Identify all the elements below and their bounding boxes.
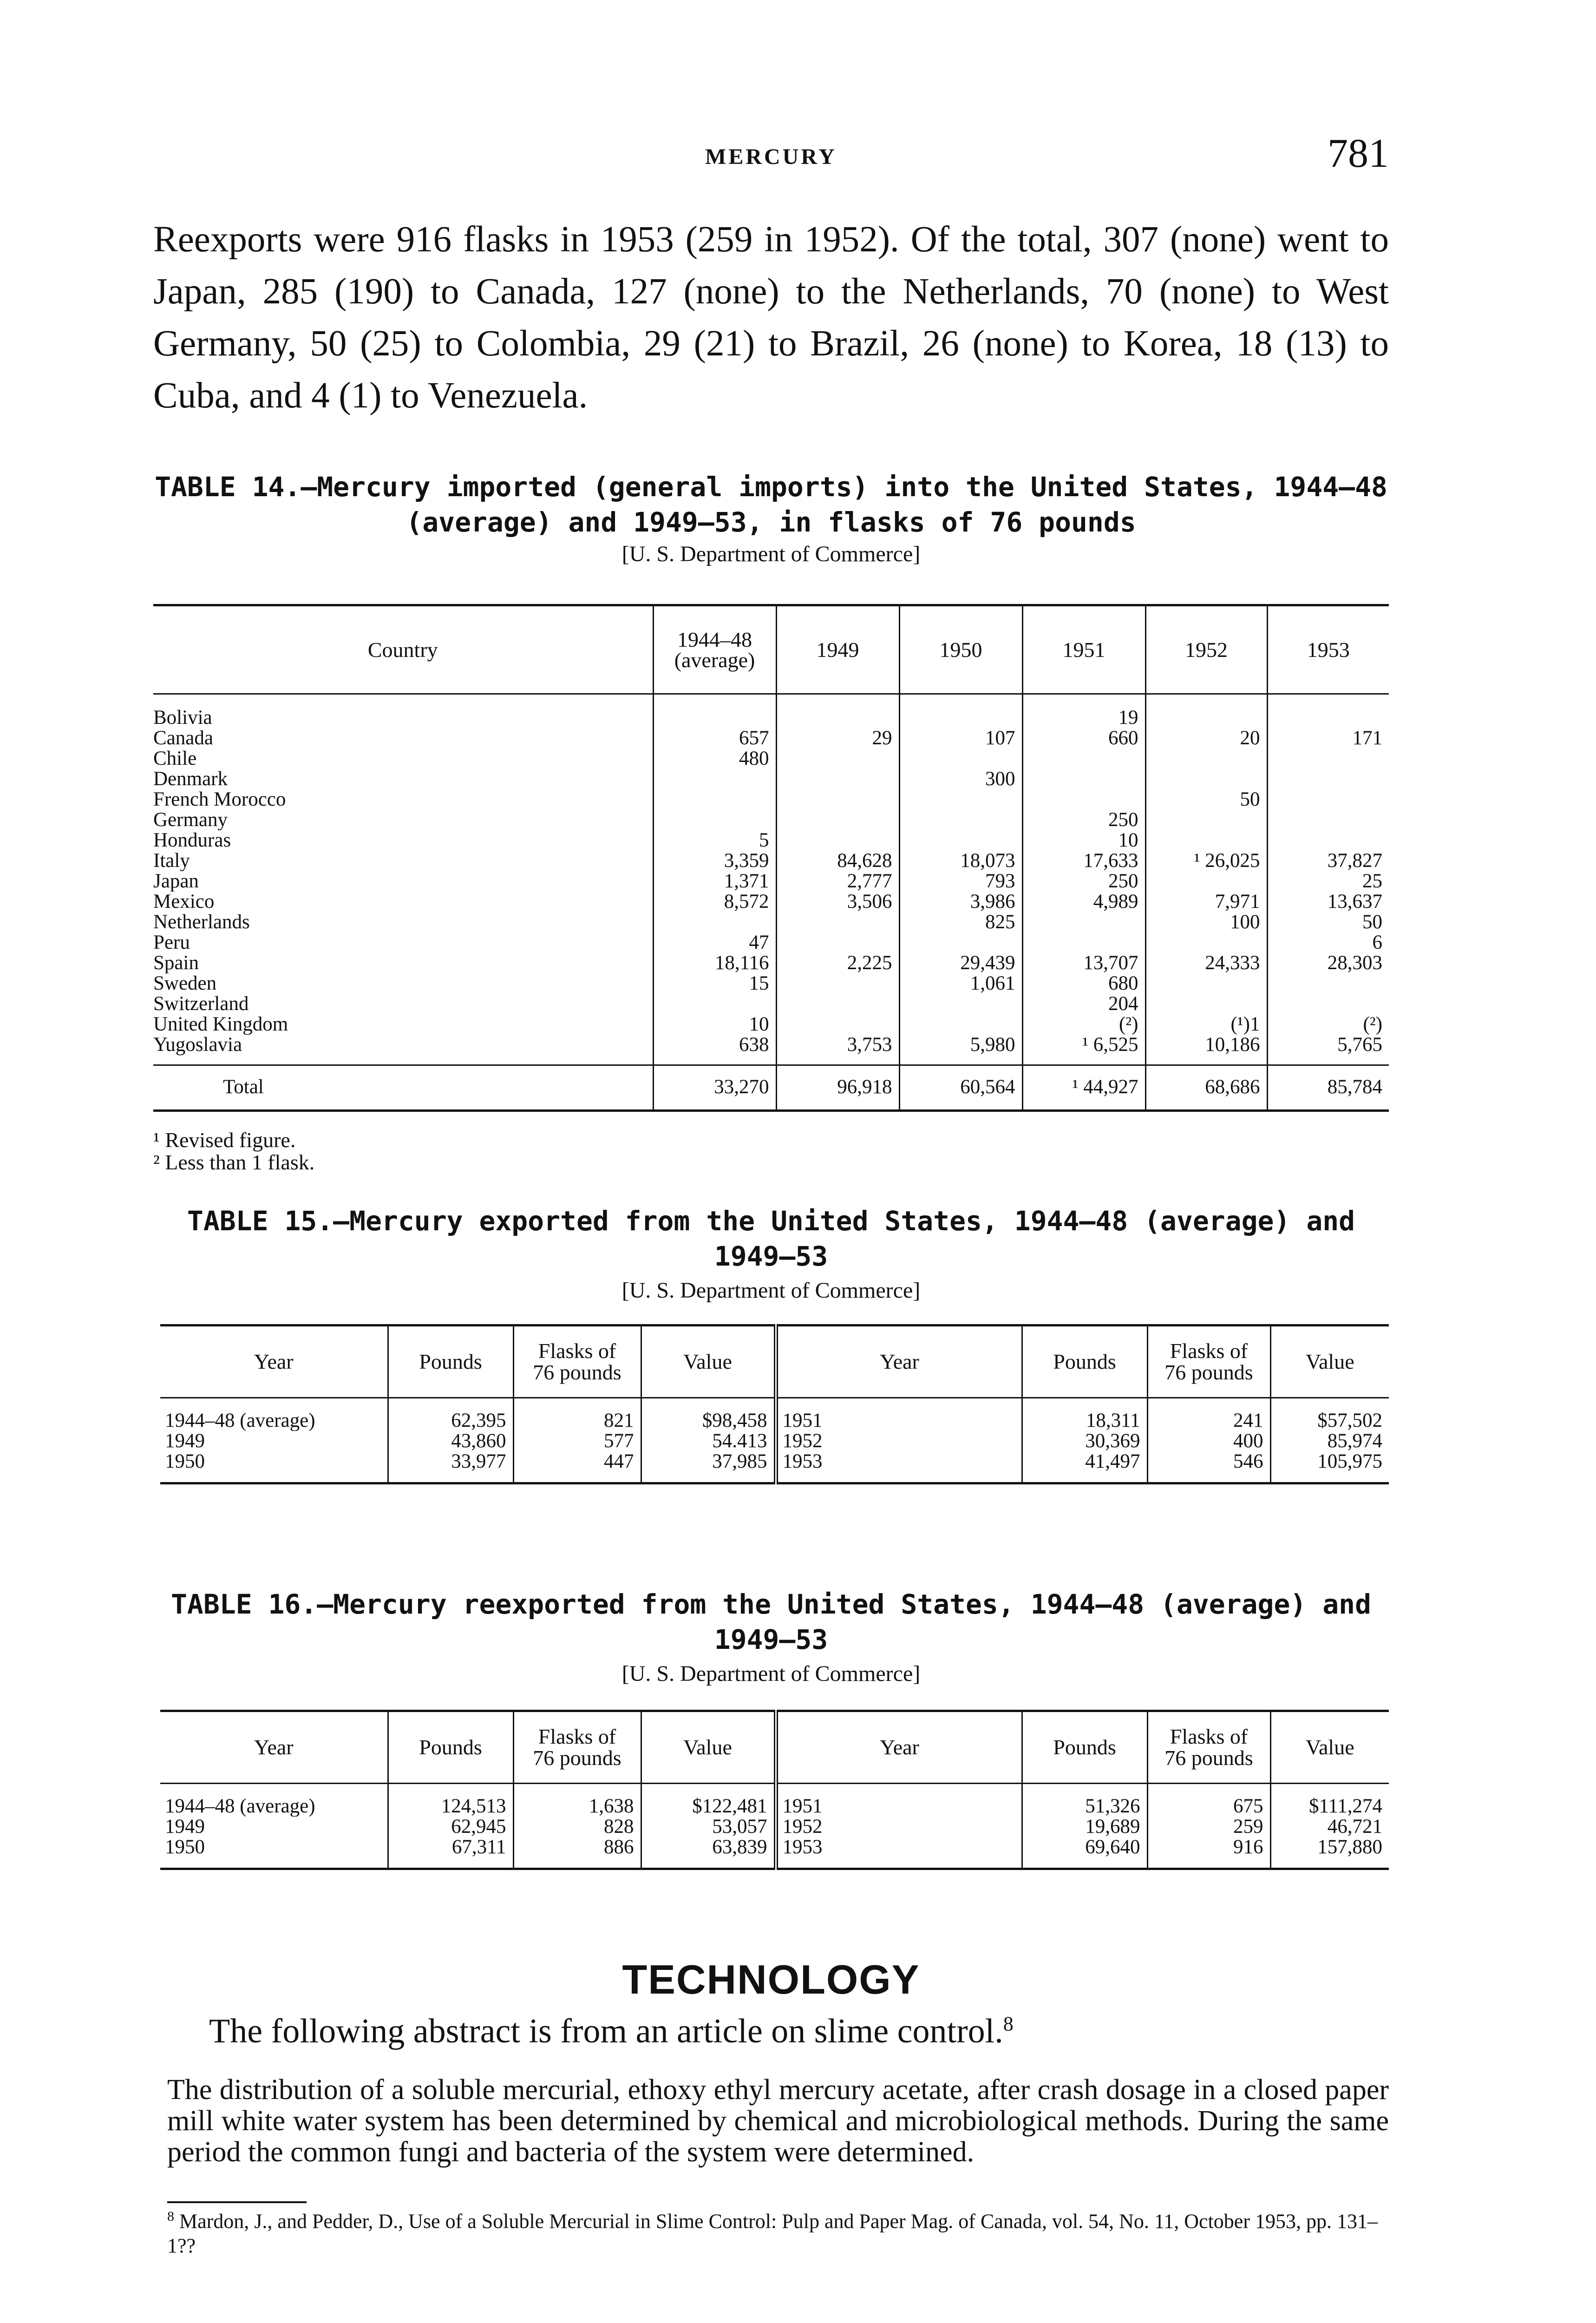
table-cell: 10,186 bbox=[1145, 1035, 1267, 1065]
table-cell: 50 bbox=[1145, 789, 1267, 810]
table-cell: 3,359 bbox=[653, 851, 776, 871]
table-cell: 67,311 bbox=[388, 1837, 513, 1869]
country-name: French Morocco bbox=[153, 789, 286, 810]
table-cell: 1,638 bbox=[513, 1784, 641, 1817]
table-cell bbox=[1267, 789, 1389, 810]
column-header-value: Value bbox=[1270, 1711, 1389, 1784]
table-cell: 29,439 bbox=[899, 953, 1022, 973]
table-cell bbox=[1267, 994, 1389, 1014]
table-row bbox=[153, 1014, 1389, 1035]
table-cell: 638 bbox=[653, 1035, 776, 1065]
total-cell: 85,784 bbox=[1267, 1065, 1389, 1111]
table-cell: 204 bbox=[1022, 994, 1145, 1014]
table-cell: $57,502 bbox=[1270, 1398, 1389, 1431]
table16-source: [U. S. Department of Commerce] bbox=[621, 1661, 921, 1686]
country-name: Germany bbox=[153, 810, 228, 830]
table-cell: 2,225 bbox=[776, 953, 899, 973]
column-header-year: Year bbox=[160, 1326, 388, 1398]
table-cell bbox=[776, 769, 899, 789]
table-cell bbox=[1267, 830, 1389, 851]
table-cell: 660 bbox=[1022, 728, 1145, 748]
country-name: Yugoslavia bbox=[153, 1035, 242, 1056]
table-row bbox=[153, 810, 1389, 830]
column-header-1952: 1952 bbox=[1145, 605, 1267, 694]
table-cell: 105,975 bbox=[1270, 1451, 1389, 1483]
table-cell bbox=[1145, 871, 1267, 892]
table-cell: 793 bbox=[899, 871, 1022, 892]
table-cell: 1,061 bbox=[899, 973, 1022, 994]
table-cell bbox=[899, 789, 1022, 810]
table-cell: 300 bbox=[899, 769, 1022, 789]
table-cell: 62,395 bbox=[388, 1398, 513, 1431]
table-cell: 20 bbox=[1145, 728, 1267, 748]
column-header-flasks-line2: 76 pounds bbox=[1164, 1360, 1253, 1384]
total-cell: 33,270 bbox=[653, 1065, 776, 1111]
column-header-flasks-line2: 76 pounds bbox=[1164, 1746, 1253, 1770]
year-cell: 1944–48 (average) bbox=[165, 1795, 315, 1817]
table-cell: 886 bbox=[513, 1837, 641, 1869]
table15-caption-line2: 1949–53 bbox=[714, 1240, 828, 1272]
table-cell: 657 bbox=[653, 728, 776, 748]
table-cell bbox=[776, 694, 899, 728]
table-row bbox=[153, 789, 1389, 810]
table-cell: ¹ 26,025 bbox=[1145, 851, 1267, 871]
year-cell: 1952 bbox=[776, 1817, 1022, 1837]
table-cell: 28,303 bbox=[1267, 953, 1389, 973]
table-cell bbox=[1145, 973, 1267, 994]
table-cell bbox=[1022, 789, 1145, 810]
table-cell: 250 bbox=[1022, 810, 1145, 830]
table-cell: 5,980 bbox=[899, 1035, 1022, 1065]
year-cell: 1949 bbox=[165, 1817, 205, 1837]
year-cell: 1953 bbox=[776, 1837, 1022, 1869]
table14-footnotes bbox=[153, 1129, 314, 1174]
table-cell: 828 bbox=[513, 1817, 641, 1837]
table-cell: 825 bbox=[899, 912, 1022, 932]
table-cell: 821 bbox=[513, 1398, 641, 1431]
table-row bbox=[160, 1451, 1389, 1483]
total-cell: 68,686 bbox=[1145, 1065, 1267, 1111]
table-cell bbox=[1022, 932, 1145, 953]
table-cell: 100 bbox=[1145, 912, 1267, 932]
table-row bbox=[153, 1035, 1389, 1065]
table-cell bbox=[1267, 769, 1389, 789]
page-header bbox=[153, 131, 1389, 195]
table-cell: 33,977 bbox=[388, 1451, 513, 1483]
column-header-flasks bbox=[1147, 1711, 1270, 1784]
year-cell: 1951 bbox=[776, 1784, 1022, 1817]
year-cell: 1944–48 (average) bbox=[165, 1410, 315, 1431]
table-row bbox=[160, 1784, 1389, 1817]
table14-caption bbox=[153, 469, 1389, 540]
country-name: Netherlands bbox=[153, 912, 250, 932]
column-header-flasks-line1: Flasks of bbox=[1170, 1725, 1248, 1748]
table-cell: 447 bbox=[513, 1451, 641, 1483]
country-name: Sweden bbox=[153, 973, 217, 994]
table-cell bbox=[653, 912, 776, 932]
running-head: MERCURY bbox=[705, 144, 837, 169]
table-cell: 10 bbox=[653, 1014, 776, 1035]
column-header-1944-48 bbox=[653, 605, 776, 694]
table16-caption bbox=[153, 1587, 1389, 1657]
country-name: Honduras bbox=[153, 830, 231, 851]
table-cell: $98,458 bbox=[641, 1398, 776, 1431]
country-name: Spain bbox=[153, 953, 199, 973]
table-cell: (²) bbox=[1022, 1014, 1145, 1035]
column-header-1944-48-line1: 1944–48 bbox=[677, 627, 752, 651]
table-cell: (¹)1 bbox=[1145, 1014, 1267, 1035]
column-header-flasks-line1: Flasks of bbox=[538, 1339, 616, 1363]
column-header-1949: 1949 bbox=[776, 605, 899, 694]
table-cell: 171 bbox=[1267, 728, 1389, 748]
table-cell bbox=[1145, 830, 1267, 851]
table-cell: 4,989 bbox=[1022, 892, 1145, 912]
column-header-1944-48-line2: (average) bbox=[674, 648, 755, 672]
country-name: Italy bbox=[153, 851, 190, 871]
table-cell bbox=[899, 748, 1022, 769]
table-cell: $122,481 bbox=[641, 1784, 776, 1817]
footnote-rule bbox=[167, 2201, 307, 2203]
table-row bbox=[160, 1817, 1389, 1837]
table-cell bbox=[899, 810, 1022, 830]
section-heading-technology: TECHNOLOGY bbox=[622, 1956, 920, 2002]
table-cell: 157,880 bbox=[1270, 1837, 1389, 1869]
table-cell: 5,765 bbox=[1267, 1035, 1389, 1065]
table-cell bbox=[899, 694, 1022, 728]
total-cell: 60,564 bbox=[899, 1065, 1022, 1111]
table-cell: 3,753 bbox=[776, 1035, 899, 1065]
footnote-less-than-flask: ² Less than 1 flask. bbox=[153, 1150, 315, 1174]
country-name: United Kingdom bbox=[153, 1014, 288, 1035]
column-header-pounds: Pounds bbox=[388, 1326, 513, 1398]
table-cell: 25 bbox=[1267, 871, 1389, 892]
table-cell: 37,985 bbox=[641, 1451, 776, 1483]
table-cell: 6 bbox=[1267, 932, 1389, 953]
total-cell: ¹ 44,927 bbox=[1022, 1065, 1145, 1111]
abstract-intro-text: The following abstract is from an article on slime control. bbox=[209, 2012, 1003, 2050]
table-cell: 13,707 bbox=[1022, 953, 1145, 973]
table-cell: 7,971 bbox=[1145, 892, 1267, 912]
country-name: Canada bbox=[153, 728, 213, 748]
table-row bbox=[160, 1398, 1389, 1431]
table-cell bbox=[776, 789, 899, 810]
table-cell bbox=[899, 830, 1022, 851]
table-cell: 30,369 bbox=[1022, 1431, 1147, 1451]
table-cell bbox=[1145, 769, 1267, 789]
country-name: Japan bbox=[153, 871, 199, 892]
table15-caption bbox=[153, 1203, 1389, 1274]
table-cell: 29 bbox=[776, 728, 899, 748]
table-row bbox=[153, 892, 1389, 912]
column-header-1953: 1953 bbox=[1267, 605, 1389, 694]
footnote-reference: 8 bbox=[1003, 2012, 1014, 2035]
column-header-country: Country bbox=[153, 605, 653, 694]
footnote-8-text: Mardon, J., and Pedder, D., Use of a Soluble Mercurial in Slime Control: Pulp and Paper Mag. of Canada, vol. 54, No. 11, October 1953, pp. 131–1?? bbox=[167, 2210, 1378, 2257]
table-cell: 916 bbox=[1147, 1837, 1270, 1869]
table14-caption-line2: (average) and 1949–53, in flasks of 76 pounds bbox=[406, 506, 1136, 538]
year-cell: 1950 bbox=[165, 1451, 205, 1472]
table16-caption-line1: TABLE 16.—Mercury reexported from the United States, 1944–48 (average) and bbox=[170, 1588, 1371, 1620]
table-cell bbox=[776, 748, 899, 769]
column-header-value: Value bbox=[641, 1326, 776, 1398]
table15-mercury-exports bbox=[160, 1324, 1389, 1484]
abstract-intro bbox=[209, 2012, 1389, 2051]
column-header-flasks-line1: Flasks of bbox=[538, 1725, 616, 1748]
table-cell bbox=[1145, 994, 1267, 1014]
total-cell: 96,918 bbox=[776, 1065, 899, 1111]
table-cell bbox=[776, 994, 899, 1014]
table-cell bbox=[1145, 748, 1267, 769]
intro-paragraph: Reexports were 916 flasks in 1953 (259 in 1952). Of the total, 307 (none) went to Japan, 285 (190) to Canada, 127 (none) to the Netherlands, 70 (none) to West Germany, 50 (25) to Colombia, 29 (21) to Brazil, 26 (none) to Korea, 18 (13) to Cuba, and 4 (1) to Venezuela. bbox=[153, 219, 1389, 416]
table-cell: 19,689 bbox=[1022, 1817, 1147, 1837]
column-header-pounds: Pounds bbox=[388, 1711, 513, 1784]
table-row bbox=[160, 1431, 1389, 1451]
table-row bbox=[153, 932, 1389, 953]
table-cell: 2,777 bbox=[776, 871, 899, 892]
table-cell: 107 bbox=[899, 728, 1022, 748]
country-name: Chile bbox=[153, 748, 197, 769]
table-cell: 400 bbox=[1147, 1431, 1270, 1451]
column-header-flasks-line1: Flasks of bbox=[1170, 1339, 1248, 1363]
table-cell bbox=[653, 769, 776, 789]
country-name: Bolivia bbox=[153, 707, 212, 728]
table-cell bbox=[776, 912, 899, 932]
column-header-year: Year bbox=[160, 1711, 388, 1784]
table-cell bbox=[1267, 694, 1389, 728]
table-cell: 124,513 bbox=[388, 1784, 513, 1817]
column-header-pounds: Pounds bbox=[1022, 1326, 1147, 1398]
year-cell: 1950 bbox=[165, 1837, 205, 1858]
table-row bbox=[153, 871, 1389, 892]
table-cell bbox=[653, 810, 776, 830]
table-row bbox=[153, 769, 1389, 789]
table-cell: 18,073 bbox=[899, 851, 1022, 871]
column-header-flasks bbox=[513, 1711, 641, 1784]
table-cell: 53,057 bbox=[641, 1817, 776, 1837]
year-cell: 1951 bbox=[776, 1398, 1022, 1431]
table-row bbox=[160, 1837, 1389, 1869]
table14-mercury-imports bbox=[153, 604, 1389, 1112]
table-cell bbox=[1022, 912, 1145, 932]
table-cell: 8,572 bbox=[653, 892, 776, 912]
column-header-flasks-line2: 76 pounds bbox=[533, 1746, 621, 1770]
table-cell bbox=[899, 1014, 1022, 1035]
column-header-flasks bbox=[513, 1326, 641, 1398]
table-cell: 84,628 bbox=[776, 851, 899, 871]
table-row bbox=[153, 973, 1389, 994]
table16-mercury-reexports bbox=[160, 1710, 1389, 1870]
table-cell: 50 bbox=[1267, 912, 1389, 932]
footnote-8-marker: 8 bbox=[167, 2209, 174, 2224]
year-cell: 1953 bbox=[776, 1451, 1022, 1483]
table-cell: 46,721 bbox=[1270, 1817, 1389, 1837]
table-cell bbox=[1022, 748, 1145, 769]
year-cell: 1949 bbox=[165, 1431, 205, 1451]
table-cell bbox=[776, 932, 899, 953]
table-cell: 15 bbox=[653, 973, 776, 994]
column-header-value: Value bbox=[1270, 1326, 1389, 1398]
table-cell bbox=[899, 994, 1022, 1014]
table16-caption-line2: 1949–53 bbox=[714, 1624, 828, 1655]
column-header-1950: 1950 bbox=[899, 605, 1022, 694]
table-cell: 62,945 bbox=[388, 1817, 513, 1837]
table-cell: 480 bbox=[653, 748, 776, 769]
table-cell: 1,371 bbox=[653, 871, 776, 892]
table-cell bbox=[1145, 694, 1267, 728]
table-cell: 47 bbox=[653, 932, 776, 953]
table-row bbox=[153, 851, 1389, 871]
table-cell: 680 bbox=[1022, 973, 1145, 994]
table-cell: 41,497 bbox=[1022, 1451, 1147, 1483]
column-header-pounds: Pounds bbox=[1022, 1711, 1147, 1784]
table-cell: 675 bbox=[1147, 1784, 1270, 1817]
table-row-total bbox=[153, 1065, 1389, 1111]
table-cell: 259 bbox=[1147, 1817, 1270, 1837]
table14-source: [U. S. Department of Commerce] bbox=[621, 542, 921, 566]
table-cell bbox=[1267, 810, 1389, 830]
column-header-year: Year bbox=[776, 1326, 1022, 1398]
table-cell: (²) bbox=[1267, 1014, 1389, 1035]
table-cell bbox=[776, 810, 899, 830]
table-cell bbox=[776, 1014, 899, 1035]
table-cell bbox=[653, 789, 776, 810]
column-header-1951: 1951 bbox=[1022, 605, 1145, 694]
table-cell: $111,274 bbox=[1270, 1784, 1389, 1817]
footnote-revised: ¹ Revised figure. bbox=[153, 1128, 296, 1152]
total-label: Total bbox=[153, 1065, 653, 1111]
table-cell: 85,974 bbox=[1270, 1431, 1389, 1451]
table-row bbox=[153, 912, 1389, 932]
table-cell: 577 bbox=[513, 1431, 641, 1451]
column-header-flasks-line2: 76 pounds bbox=[533, 1360, 621, 1384]
table-cell bbox=[1267, 748, 1389, 769]
table-cell: 241 bbox=[1147, 1398, 1270, 1431]
table15-caption-line1: TABLE 15.—Mercury exported from the United States, 1944–48 (average) and bbox=[187, 1205, 1355, 1237]
country-name: Peru bbox=[153, 932, 190, 953]
column-header-value: Value bbox=[641, 1711, 776, 1784]
table-cell: 546 bbox=[1147, 1451, 1270, 1483]
table-row bbox=[153, 728, 1389, 748]
table14-caption-line1: TABLE 14.—Mercury imported (general imports) into the United States, 1944–48 bbox=[155, 471, 1387, 503]
country-name: Switzerland bbox=[153, 994, 249, 1014]
table-cell: 18,116 bbox=[653, 953, 776, 973]
table-cell: 19 bbox=[1022, 694, 1145, 728]
table-cell: 3,986 bbox=[899, 892, 1022, 912]
country-name: Mexico bbox=[153, 892, 215, 912]
table-cell bbox=[776, 973, 899, 994]
table-cell: 17,633 bbox=[1022, 851, 1145, 871]
column-header-year: Year bbox=[776, 1711, 1022, 1784]
table15-source: [U. S. Department of Commerce] bbox=[621, 1278, 921, 1303]
table-cell: 250 bbox=[1022, 871, 1145, 892]
table-cell: 69,640 bbox=[1022, 1837, 1147, 1869]
table-cell: 37,827 bbox=[1267, 851, 1389, 871]
table-cell bbox=[776, 830, 899, 851]
table-cell: 3,506 bbox=[776, 892, 899, 912]
table-cell: 54.413 bbox=[641, 1431, 776, 1451]
country-name: Denmark bbox=[153, 769, 228, 789]
table-cell bbox=[899, 932, 1022, 953]
page-number: 781 bbox=[1328, 131, 1389, 176]
table-row bbox=[153, 830, 1389, 851]
table-row bbox=[153, 748, 1389, 769]
table-row bbox=[153, 694, 1389, 728]
footnote-8 bbox=[167, 2205, 1389, 2258]
table-cell: 51,326 bbox=[1022, 1784, 1147, 1817]
year-cell: 1952 bbox=[776, 1431, 1022, 1451]
table-row bbox=[153, 994, 1389, 1014]
table-cell bbox=[653, 694, 776, 728]
table-cell: 43,860 bbox=[388, 1431, 513, 1451]
table-cell bbox=[1145, 932, 1267, 953]
table-cell bbox=[1022, 769, 1145, 789]
table-cell: 63,839 bbox=[641, 1837, 776, 1869]
column-header-flasks bbox=[1147, 1326, 1270, 1398]
table-cell: ¹ 6,525 bbox=[1022, 1035, 1145, 1065]
table-cell bbox=[653, 994, 776, 1014]
table-cell: 24,333 bbox=[1145, 953, 1267, 973]
table-cell: 18,311 bbox=[1022, 1398, 1147, 1431]
abstract-paragraph: The distribution of a soluble mercurial, ethoxy ethyl mercury acetate, after crash dosage in a closed paper mill white water system has been determined by chemical and microbiological methods. During the same period the common fungi and bacteria of the system were determined. bbox=[167, 2074, 1389, 2168]
table-cell bbox=[1145, 810, 1267, 830]
table-cell: 10 bbox=[1022, 830, 1145, 851]
table-cell: 5 bbox=[653, 830, 776, 851]
table-row bbox=[153, 953, 1389, 973]
table-cell: 13,637 bbox=[1267, 892, 1389, 912]
table-cell bbox=[1267, 973, 1389, 994]
